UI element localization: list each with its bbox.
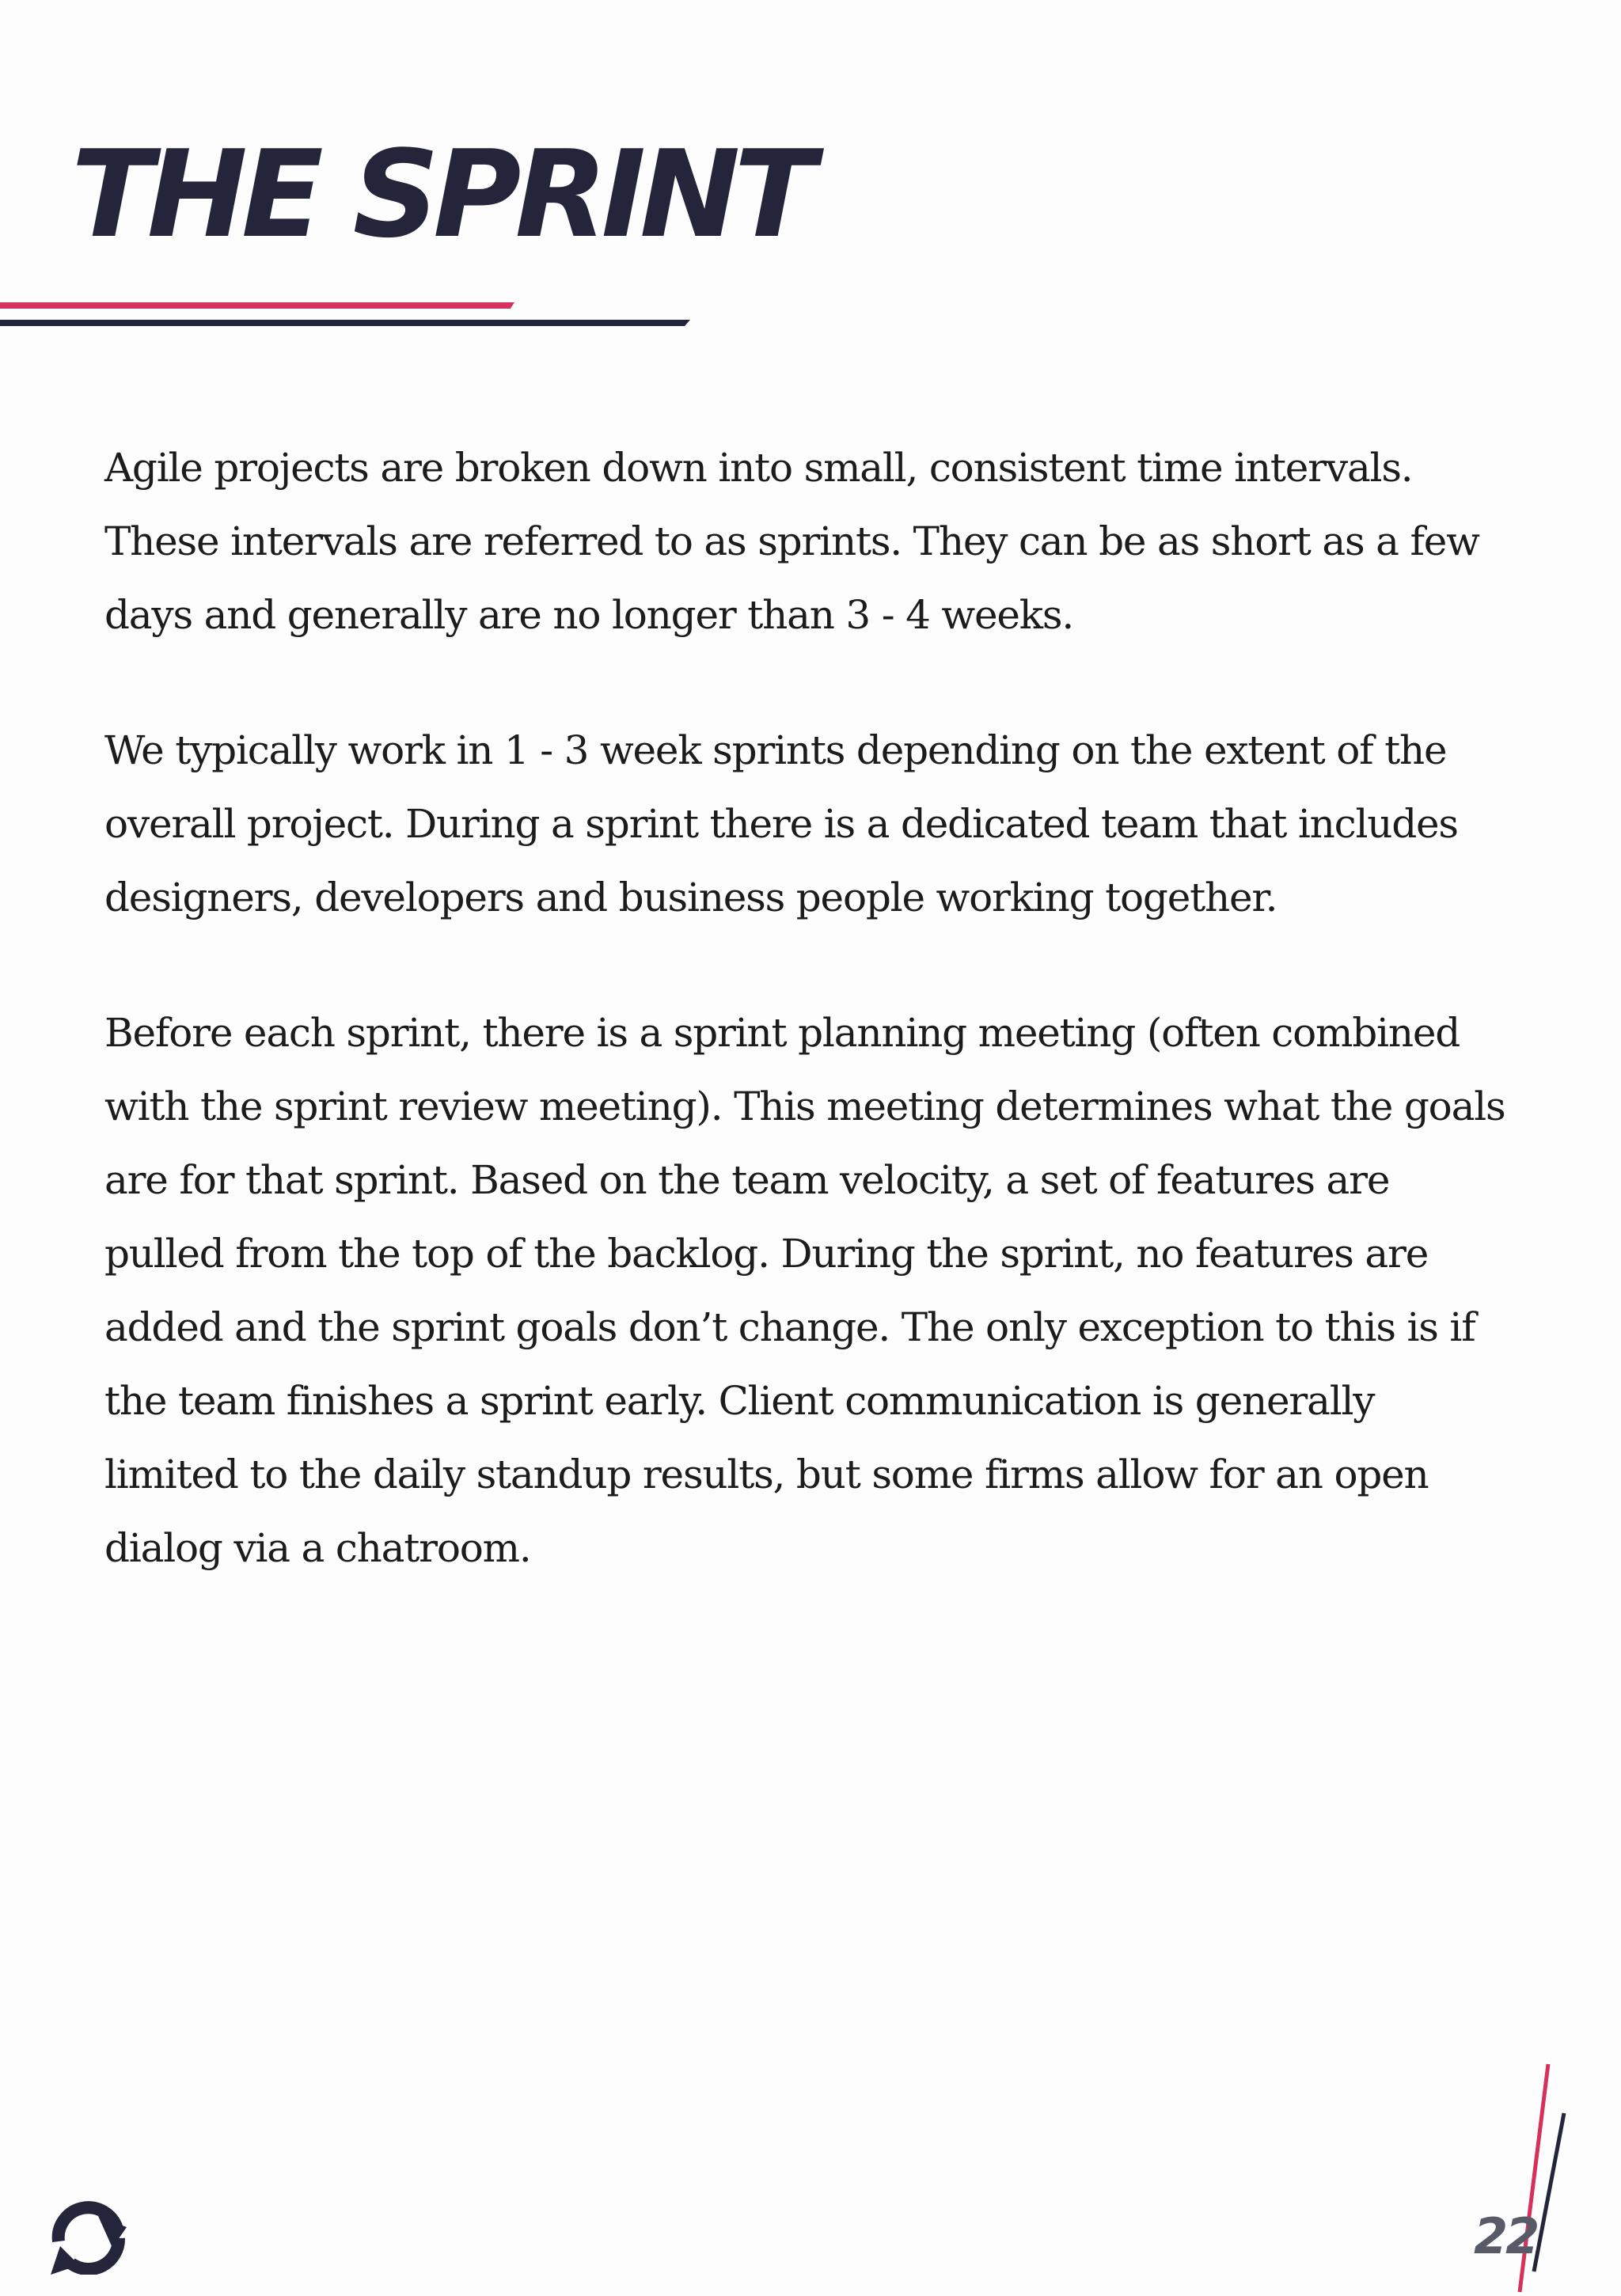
title-underline-accent xyxy=(0,302,514,309)
circular-arrow-logo-icon xyxy=(49,2199,128,2275)
body-text xyxy=(104,431,1513,1585)
page-number: 22 xyxy=(1474,2207,1538,2265)
paragraph-2: We typically work in 1 - 3 week sprints depending on the extent of the overall project. During a sprint there is a dedicated team that includes designers, developers and business people working together. xyxy=(104,727,1458,920)
page-title: THE SPRINT xyxy=(71,124,810,264)
paragraph-1: Agile projects are broken down into small, consistent time intervals. These intervals are referred to as sprints. They can be as short as a few days and generally are no longer than 3 - 4 weeks. xyxy=(104,445,1479,638)
paragraph-3: Before each sprint, there is a sprint planning meeting (often combined with the sprint review meeting). This meeting determines what the goals are for that sprint. Based on the team velocity, a set of features are pulled from the top of the backlog. During the sprint, no features are added and the sprint goals don’t change. The only exception to this is if the team finishes a sprint early. Client communication is generally limited to the daily standup results, but some firms allow for an open dialog via a chatroom. xyxy=(104,1010,1505,1571)
title-underline-dark xyxy=(0,320,690,326)
